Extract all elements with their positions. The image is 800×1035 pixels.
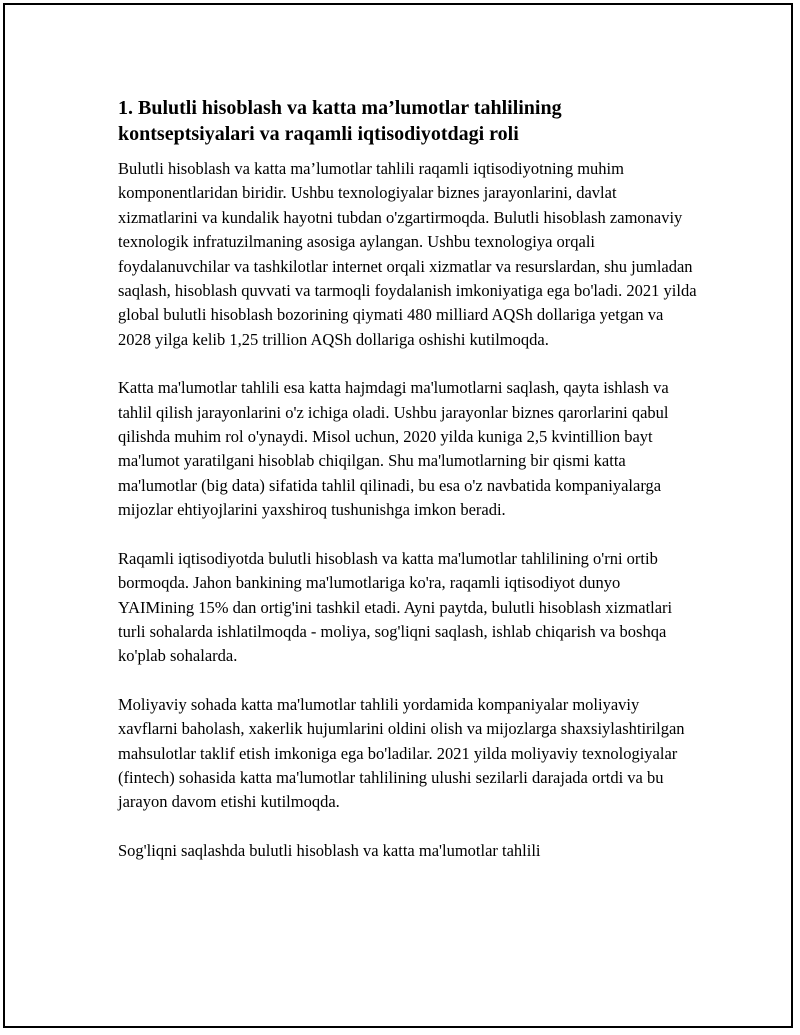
- section-heading: 1. Bulutli hisoblash va katta ma’lumotlar tahlilining kontseptsiyalari va raqamli iqtisodiyotdagi roli: [118, 97, 562, 145]
- paragraph-digital-economy: Raqamli iqtisodiyotda bulutli hisoblash va katta ma'lumotlar tahlilining o'rni ortib bormoqda. Jahon bankining ma'lumotlariga ko'ra, raqamli iqtisodiyot dunyo YAIMining 15% dan ortig'ini tashkil etadi. Ayni paytda, bulutli hisoblash xizmatlari turli sohalarda ishlatilmoqda - moliya, sog'liqni saqlash, ishlab chiqarish va boshqa ko'plab sohalarda.: [118, 548, 673, 666]
- paragraph-healthcare: Sog'liqni saqlashda bulutli hisoblash va katta ma'lumotlar tahlili: [118, 840, 541, 860]
- paragraph-finance: Moliyaviy sohada katta ma'lumotlar tahlili yordamida kompaniyalar moliyaviy xavflarni baholash, xakerlik hujumlarini oldini olish va mijozlarga shaxsiylashtirilgan mahsulotlar taklif etish imkoniga ega bo'ladilar. 2021 yilda moliyaviy texnologiyalar (fintech) sohasida katta ma'lumotlar tahlilining ulushi sezilarli darajada ortdi va bu jarayon davom etishi kutilmoqda.: [118, 694, 685, 812]
- paragraph-cloud-computing: Bulutli hisoblash va katta ma’lumotlar tahlili raqamli iqtisodiyotning muhim komponentlaridan biridir. Ushbu texnologiyalar biznes jarayonlarini, davlat xizmatlarini va kundalik hayotni tubdan o'zgartirmoqda. Bulutli hisoblash zamonaviy texnologik infratuzilmaning asosiga aylangan. Ushbu texnologiya orqali foydalanuvchilar va tashkilotlar internet orqali xizmatlar va resurslardan, shu jumladan saqlash, hisoblash quvvati va tarmoqli foydalanish imkoniyatiga ega bo'ladi. 2021 yilda global bulutli hisoblash bozorining qiymati 480 milliard AQSh dollariga yetgan va 2028 yilga kelib 1,25 trillion AQSh dollariga oshishi kutilmoqda.: [118, 159, 697, 349]
- paragraph-big-data: Katta ma'lumotlar tahlili esa katta hajmdagi ma'lumotlarni saqlash, qayta ishlash va tahlil qilish jarayonlarini o'z ichiga oladi. Ushbu jarayonlar biznes qarorlarini qabul qilishda muhim rol o'ynaydi. Misol uchun, 2020 yilda kuniga 2,5 kvintillion bayt ma'lumot yaratilgani hisoblab chiqilgan. Shu ma'lumotlarning bir qismi katta ma'lumotlar (big data) sifatida tahlil qilinadi, bu esa o'z navbatida kompaniyalarga mijozlar ehtiyojlarini yaxshiroq tushunishga imkon beradi.: [118, 378, 669, 520]
- document-body: [118, 95, 698, 887]
